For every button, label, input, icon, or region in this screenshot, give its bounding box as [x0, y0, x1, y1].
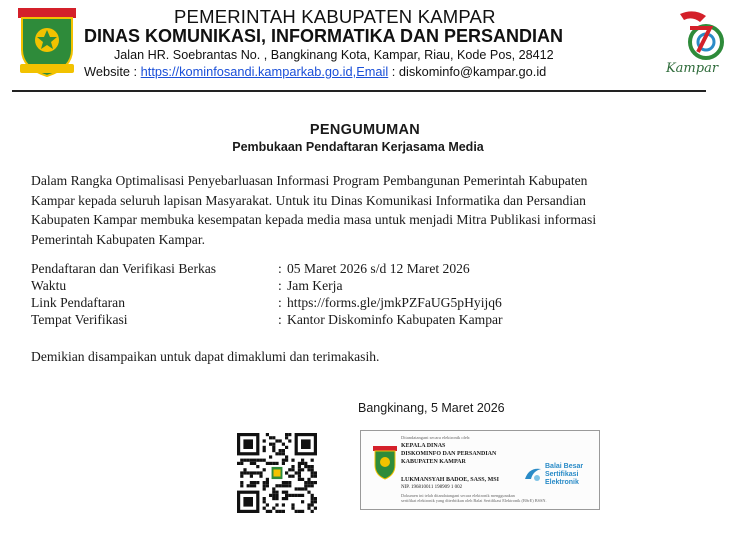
regency-seal-icon — [371, 445, 399, 481]
email-text: : diskominfo@kampar.go.id — [388, 64, 547, 79]
svg-text:Kampar: Kampar — [665, 61, 719, 76]
detail-label: Link Pendaftaran — [31, 295, 125, 310]
letterhead-divider — [12, 90, 706, 92]
government-name: PEMERINTAH KABUPATEN KAMPAR — [174, 6, 496, 27]
detail-value: 05 Maret 2026 s/d 12 Maret 2026 — [287, 261, 470, 276]
paragraph-line: Pemerintah Kabupaten Kampar. — [31, 231, 206, 247]
detail-row-location — [31, 312, 711, 329]
bsre-mark-icon — [523, 465, 543, 483]
detail-label: Pendaftaran dan Verifikasi Berkas — [31, 261, 217, 276]
bsre-logo — [523, 461, 599, 487]
detail-label: Waktu — [31, 278, 67, 293]
detail-separator: : — [278, 312, 282, 327]
detail-row-link — [31, 295, 711, 312]
closing-sentence: Demikian disampaikan untuk dapat dimaklumi dan terimakasih. — [31, 349, 380, 364]
letterhead — [0, 0, 730, 96]
paragraph-line: Kabupaten Kampar membuka kesempatan kepada media masa untuk menjadi Mitra Publikasi informasi — [31, 212, 597, 227]
website-link[interactable]: https://kominfosandi.kamparkab.go.id,Email — [140, 64, 389, 79]
signer-title-2: DISKOMINFO DAN PERSANDIAN — [401, 451, 497, 457]
electronic-signature-box — [360, 430, 600, 510]
place-and-date: Bangkinang, 5 Maret 2026 — [358, 401, 505, 415]
detail-label: Tempat Verifikasi — [31, 312, 128, 327]
registration-link[interactable]: https://forms.gle/jmkPZFaUG5pHyijq6 — [287, 295, 502, 310]
qr-code-icon — [232, 433, 322, 513]
signature-note-bottom — [401, 493, 547, 503]
signature-note-top: Ditandatangani secara elektronik oleh: — [401, 435, 471, 440]
detail-row-time — [31, 278, 711, 295]
kampar-tourism-logo-icon — [660, 6, 724, 78]
detail-row-registration — [31, 261, 711, 278]
bsre-text: Balai Besar — [545, 463, 584, 470]
agency-name: DINAS KOMUNIKASI, INFORMATIKA DAN PERSANDIAN — [84, 26, 563, 46]
kampar-regency-emblem-icon — [14, 6, 80, 78]
detail-value: Jam Kerja — [287, 278, 343, 293]
detail-separator: : — [278, 295, 282, 310]
signature-note-line: Dokumen ini telah ditandatangani secara elektronik menggunakan — [401, 493, 515, 498]
announcement-title: PENGUMUMAN — [309, 122, 421, 138]
bsre-text: Sertifikasi — [545, 471, 579, 478]
bsre-text: Elektronik — [545, 479, 579, 486]
announcement-paragraph — [31, 171, 711, 249]
signer-title-1: KEPALA DINAS — [401, 443, 446, 449]
signer-nip: NIP. 196810011 198909 1 002 — [401, 485, 463, 490]
agency-address: Jalan HR. Soebrantas No. , Bangkinang Kota, Kampar, Riau, Kode Pos, 28412 — [114, 48, 554, 62]
announcement-details — [31, 261, 711, 329]
announcement-subtitle: Pembukaan Pendaftaran Kerjasama Media — [232, 140, 484, 154]
website-prefix: Website : — [84, 64, 141, 79]
detail-separator: : — [278, 278, 282, 293]
signer-name: LUKMANSYAH BADOE, SASS, MSI — [401, 477, 499, 483]
agency-contact — [84, 64, 546, 79]
signer-title-3: KABUPATEN KAMPAR — [401, 459, 466, 465]
signature-note-line: sertifikat elektronik yang diterbitkan oleh Balai Sertifikasi Elektronik (BSrE) BSSN. — [401, 498, 547, 503]
paragraph-line: Dalam Rangka Optimalisasi Penyebarluasan Informasi Program Pembangunan Pemerintah Kabupaten — [31, 173, 588, 188]
detail-separator: : — [278, 261, 282, 276]
paragraph-line: Kampar kepada seluruh lapisan Masyarakat. Untuk itu Dinas Komunikasi Informatika dan Persandian — [31, 192, 586, 208]
detail-value: Kantor Diskominfo Kabupaten Kampar — [287, 312, 503, 327]
